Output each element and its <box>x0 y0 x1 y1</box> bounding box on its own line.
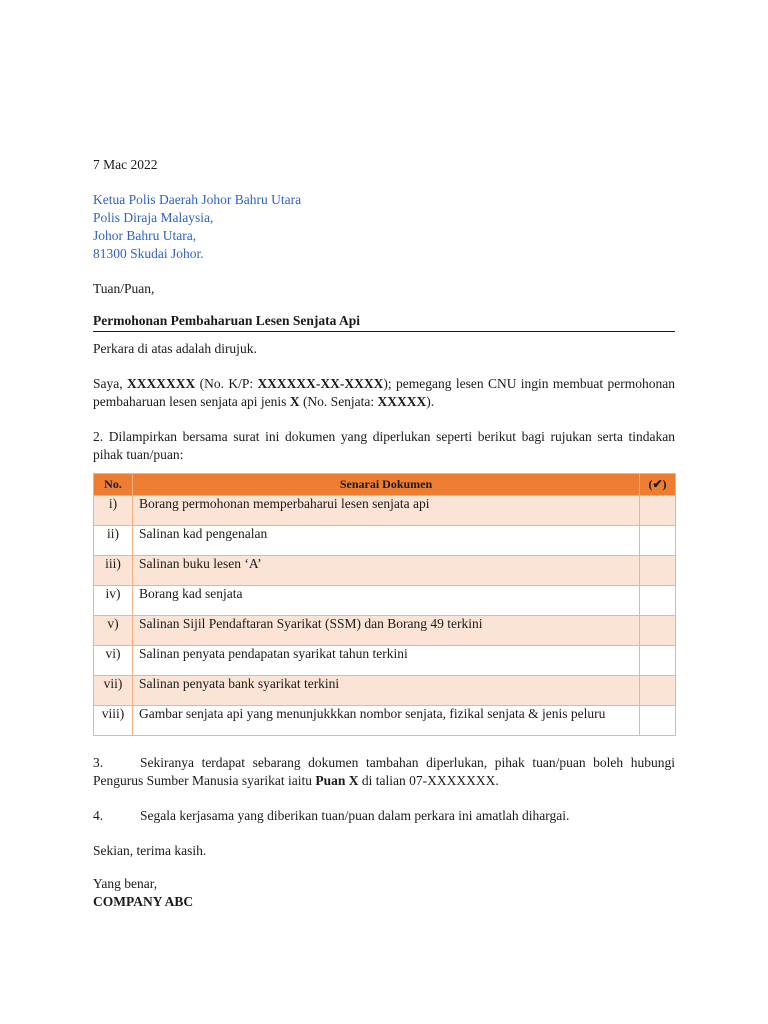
recipient-address <box>93 191 675 263</box>
recipient-line: Johor Bahru Utara, <box>93 228 197 243</box>
paragraph-2: 2. Dilampirkan bersama surat ini dokumen yang diperlukan seperti berikut bagi rujukan serta tindakan pihak tuan/puan: <box>93 429 675 462</box>
para1-text: (No. Senjata: <box>299 394 378 409</box>
table-row <box>94 556 676 586</box>
table-row <box>94 646 676 676</box>
row-number: viii) <box>94 706 133 736</box>
header-no: No. <box>94 474 133 496</box>
header-documents: Senarai Dokumen <box>133 474 640 496</box>
para4-number: 4. <box>93 808 104 823</box>
row-checkbox-cell[interactable] <box>640 556 676 586</box>
header-check: (✔) <box>640 474 676 496</box>
firearm-type: X <box>289 394 300 409</box>
paragraph-4 <box>93 807 675 825</box>
signoff-line: Yang benar, <box>93 876 158 891</box>
row-document: Salinan penyata bank syarikat terkini <box>133 676 640 706</box>
closing-line: Sekian, terima kasih. <box>93 843 207 858</box>
reference-line: Perkara di atas adalah dirujuk. <box>93 341 257 356</box>
row-number: vii) <box>94 676 133 706</box>
table-header-row <box>94 474 676 496</box>
row-number: ii) <box>94 526 133 556</box>
table-row <box>94 496 676 526</box>
para4-text: Segala kerjasama yang diberikan tuan/puan dalam perkara ini amatlah dihargai. <box>140 808 570 823</box>
row-document: Salinan Sijil Pendaftaran Syarikat (SSM) dan Borang 49 terkini <box>133 616 640 646</box>
table-row <box>94 616 676 646</box>
row-checkbox-cell[interactable] <box>640 526 676 556</box>
row-number: iv) <box>94 586 133 616</box>
company-name: COMPANY ABC <box>93 894 194 909</box>
subject-heading: Permohonan Pembaharuan Lesen Senjata Api <box>93 312 675 332</box>
row-document: Gambar senjata api yang menunjukkkan nombor senjata, fizikal senjata & jenis peluru <box>133 706 640 736</box>
table-row <box>94 706 676 736</box>
row-number: vi) <box>94 646 133 676</box>
letter-date: 7 Mac 2022 <box>93 157 158 172</box>
salutation: Tuan/Puan, <box>93 281 155 296</box>
recipient-line: 81300 Skudai Johor. <box>93 246 204 261</box>
table-row <box>94 526 676 556</box>
para3-text: di talian 07-XXXXXXX. <box>358 773 499 788</box>
row-number: i) <box>94 496 133 526</box>
firearm-serial: XXXXX <box>377 394 427 409</box>
row-checkbox-cell[interactable] <box>640 646 676 676</box>
recipient-line: Polis Diraja Malaysia, <box>93 210 214 225</box>
table-row <box>94 586 676 616</box>
row-checkbox-cell[interactable] <box>640 616 676 646</box>
row-document: Salinan buku lesen ‘A’ <box>133 556 640 586</box>
row-number: v) <box>94 616 133 646</box>
row-document: Borang kad senjata <box>133 586 640 616</box>
para1-text: ). <box>426 394 435 409</box>
row-number: iii) <box>94 556 133 586</box>
row-checkbox-cell[interactable] <box>640 496 676 526</box>
contact-person: Puan X <box>315 773 359 788</box>
paragraph-1 <box>93 375 675 411</box>
paragraph-3 <box>93 754 675 790</box>
row-checkbox-cell[interactable] <box>640 586 676 616</box>
letter-page <box>93 156 675 911</box>
ic-number: XXXXXX-XX-XXXX <box>257 376 384 391</box>
para1-text: (No. K/P: <box>195 376 258 391</box>
row-document: Salinan penyata pendapatan syarikat tahun terkini <box>133 646 640 676</box>
para3-text: Sekiranya terdapat sebarang dokumen tambahan diperlukan, pihak tuan/puan boleh hubungi Pengurus Sumber Manusia syarikat iaitu <box>93 755 675 788</box>
para1-text: ); pemegang lesen CNU ingin membuat permohonan pembaharuan lesen senjata api jenis <box>93 376 675 409</box>
signoff-block <box>93 875 675 911</box>
row-checkbox-cell[interactable] <box>640 676 676 706</box>
row-document: Salinan kad pengenalan <box>133 526 640 556</box>
table-row <box>94 676 676 706</box>
document-checklist-table <box>93 473 676 736</box>
applicant-name: XXXXXXX <box>126 376 196 391</box>
row-document: Borang permohonan memperbaharui lesen senjata api <box>133 496 640 526</box>
recipient-line: Ketua Polis Daerah Johor Bahru Utara <box>93 192 302 207</box>
para1-text: Saya, <box>93 376 127 391</box>
row-checkbox-cell[interactable] <box>640 706 676 736</box>
para3-number: 3. <box>93 755 104 770</box>
